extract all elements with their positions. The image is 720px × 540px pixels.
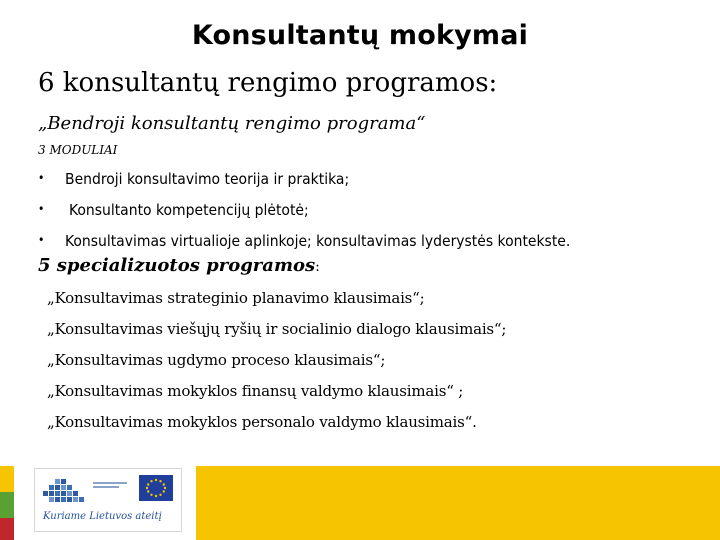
programs-list: [47, 289, 506, 444]
mosaic-logo-icon: [43, 477, 87, 505]
module-text: Konsultavimas virtualioje aplinkoje; konsultavimas lyderystės kontekste.: [65, 232, 571, 250]
program-item: „Konsultavimas strateginio planavimo klausimais“;: [47, 289, 425, 307]
eu-flag-icon: [139, 475, 173, 501]
program-item: „Konsultavimas mokyklos personalo valdymo klausimais“.: [47, 413, 477, 431]
module-text: Bendroji konsultavimo teorija ir praktika;: [65, 170, 350, 188]
programs-heading: 6 konsultantų rengimo programos:: [38, 68, 498, 98]
specialized-programs-heading: [38, 255, 320, 276]
footer-yellow-block: [196, 466, 720, 540]
program-item: „Konsultavimas viešųjų ryšių ir socialinio dialogo klausimais“;: [47, 320, 507, 338]
funding-logo: [34, 468, 182, 532]
specialized-programs-colon: :: [315, 259, 320, 275]
agency-wordmark-icon: [93, 481, 127, 491]
module-text: Konsultanto kompetencijų plėtotė;: [69, 201, 309, 219]
bullet-icon: •: [38, 171, 45, 185]
program-item: „Konsultavimas mokyklos finansų valdymo klausimais“ ;: [47, 382, 464, 400]
flag-stripe-yellow: [0, 466, 14, 492]
footer-slogan: Kuriame Lietuvos ateitį: [43, 511, 162, 522]
specialized-programs-text: 5 specializuotos programos: [38, 255, 316, 276]
program-item: „Konsultavimas ugdymo proceso klausimais“;: [47, 351, 386, 369]
bullet-icon: •: [38, 202, 45, 216]
modules-label: 3 MODULIAI: [38, 143, 118, 157]
general-program-title: „Bendroji konsultantų rengimo programa“: [38, 113, 426, 134]
page-title: Konsultantų mokymai: [191, 20, 529, 51]
flag-stripe-green: [0, 492, 14, 518]
bullet-icon: •: [38, 233, 45, 247]
flag-stripe-red: [0, 518, 14, 540]
